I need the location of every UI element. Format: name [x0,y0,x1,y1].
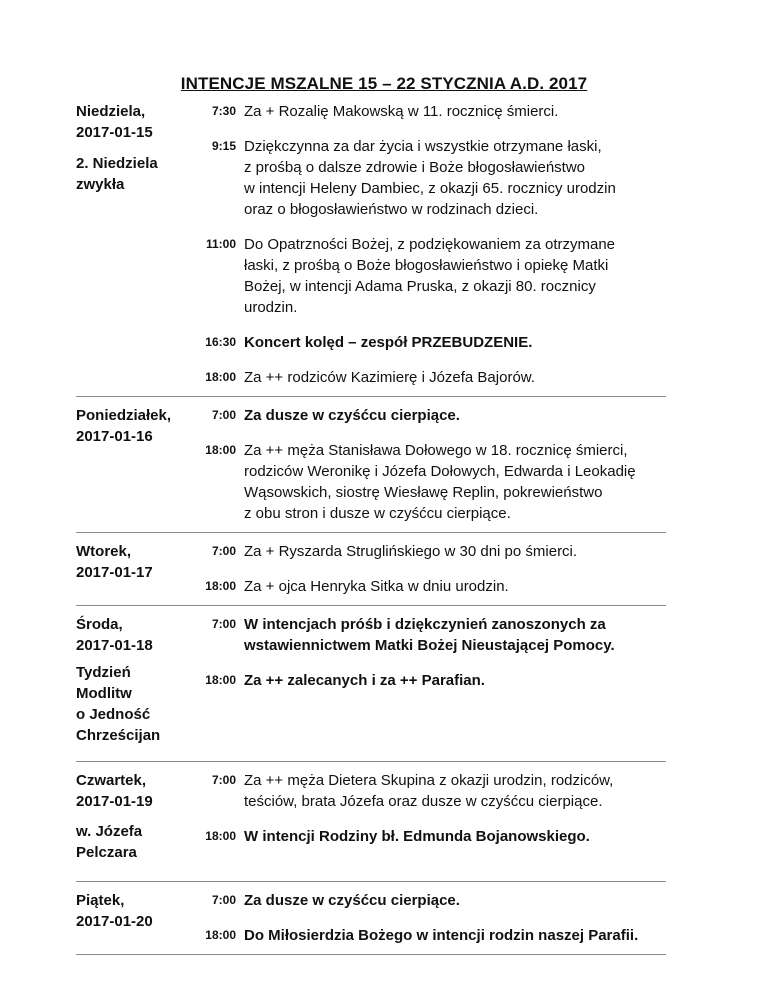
mass-intention: Za + Ryszarda Struglińskiego w 30 dni po śmierci. [244,543,578,560]
mass-schedule [76,101,666,955]
day-label [76,770,194,863]
day-name: Poniedziałek, [76,407,172,424]
mass-intention: Koncert kolęd – zespół PRZEBUDZENIE. [244,334,533,351]
mass-intention: W intencjach próśb i dziękczynień zanoszonych za wstawiennictwem Matki Bożej Nieustającej Pomocy. [244,616,615,654]
day-block [76,397,666,533]
mass-row [194,890,666,911]
day-block [76,882,666,955]
day-name: Wtorek, [76,543,132,560]
mass-time: 18:00 [205,370,236,384]
day-date: 2017-01-15 [76,124,153,141]
mass-intention: Za + ojca Henryka Sitka w dniu urodzin. [244,578,509,595]
day-label [76,405,194,447]
mass-intention: Do Miłosierdzia Bożego w intencji rodzin naszej Parafii. [244,927,639,944]
mass-row [194,440,666,524]
mass-row [194,332,666,353]
page-title: INTENCJE MSZALNE 15 – 22 STYCZNIA A.D. 2017 [180,74,588,93]
day-date: 2017-01-18 [76,637,153,654]
mass-time: 9:15 [211,139,236,153]
day-block [76,606,666,762]
mass-row [194,925,666,946]
mass-intention: Dziękczynna za dar życia i wszystkie otrzymane łaski, z prośbą o dalsze zdrowie i Boże błogosławieństwo w intencji Heleny Dambiec, z okazji 65. rocznicy urodzin oraz o błogosławieństwo w rodzinach dzieci. [244,138,616,218]
mass-time: 18:00 [205,443,236,457]
mass-time: 16:30 [205,335,236,349]
mass-row [194,234,666,318]
mass-intention: Za ++ męża Stanisława Dołowego w 18. rocznicę śmierci, rodziców Weronikę i Józefa Dołowych, Edwarda i Leokadię Wąsowskich, siostrę Wiesławę Replin, pokrewieństwo z obu stron i dusze w czyśćcu cierpiące. [244,442,636,522]
day-date: 2017-01-16 [76,428,153,445]
mass-time: 7:00 [211,893,236,907]
mass-row [194,826,666,847]
mass-row [194,770,666,812]
day-label [76,614,194,746]
mass-intention: Za ++ męża Dietera Skupina z okazji urodzin, rodziców, teściów, brata Józefa oraz dusze w czyśćcu cierpiące. [244,772,614,810]
mass-list [194,541,666,597]
day-subtitle: w. Józefa Pelczara [76,823,143,861]
day-label [76,101,194,195]
day-block [76,533,666,606]
mass-time: 18:00 [205,928,236,942]
mass-time: 7:00 [211,773,236,787]
mass-time: 18:00 [205,579,236,593]
day-subtitle: Tydzień Modlitw o Jedność Chrześcijan [76,664,161,744]
day-block [76,762,666,882]
mass-intention: Za ++ rodziców Kazimierę i Józefa Bajorów. [244,369,535,386]
mass-list [194,405,666,524]
mass-row [194,576,666,597]
mass-list [194,770,666,847]
mass-list [194,890,666,946]
mass-row [194,614,666,656]
mass-list [194,101,666,388]
mass-list [194,614,666,691]
mass-row [194,136,666,220]
mass-time: 18:00 [205,829,236,843]
day-subtitle: 2. Niedziela zwykła [76,155,158,193]
day-label [76,541,194,583]
mass-row [194,670,666,691]
mass-row [194,367,666,388]
mass-intention: W intencji Rodziny bł. Edmunda Bojanowskiego. [244,828,590,845]
day-label [76,890,194,932]
day-name: Piątek, [76,892,125,909]
mass-intention: Za + Rozalię Makowską w 11. rocznicę śmierci. [244,103,559,120]
day-date: 2017-01-17 [76,564,153,581]
day-date: 2017-01-19 [76,793,153,810]
day-date: 2017-01-20 [76,913,153,930]
day-name: Niedziela, [76,103,146,120]
mass-intention: Za ++ zalecanych i za ++ Parafian. [244,672,485,689]
mass-row [194,405,666,426]
mass-row [194,101,666,122]
mass-intention: Za dusze w czyśćcu cierpiące. [244,892,460,909]
mass-time: 7:00 [211,544,236,558]
mass-intention: Do Opatrzności Bożej, z podziękowaniem za otrzymane łaski, z prośbą o Boże błogosławieństwo i opiekę Matki Bożej, w intencji Adama Pruska, z okazji 80. rocznicy urodzin. [244,236,616,316]
mass-time: 11:00 [205,237,236,251]
mass-time: 7:00 [211,408,236,422]
day-block [76,101,666,397]
mass-row [194,541,666,562]
day-name: Czwartek, [76,772,147,789]
day-name: Środa, [76,616,123,633]
mass-intention: Za dusze w czyśćcu cierpiące. [244,407,460,424]
mass-time: 18:00 [205,673,236,687]
mass-time: 7:30 [211,104,236,118]
mass-time: 7:00 [211,617,236,631]
